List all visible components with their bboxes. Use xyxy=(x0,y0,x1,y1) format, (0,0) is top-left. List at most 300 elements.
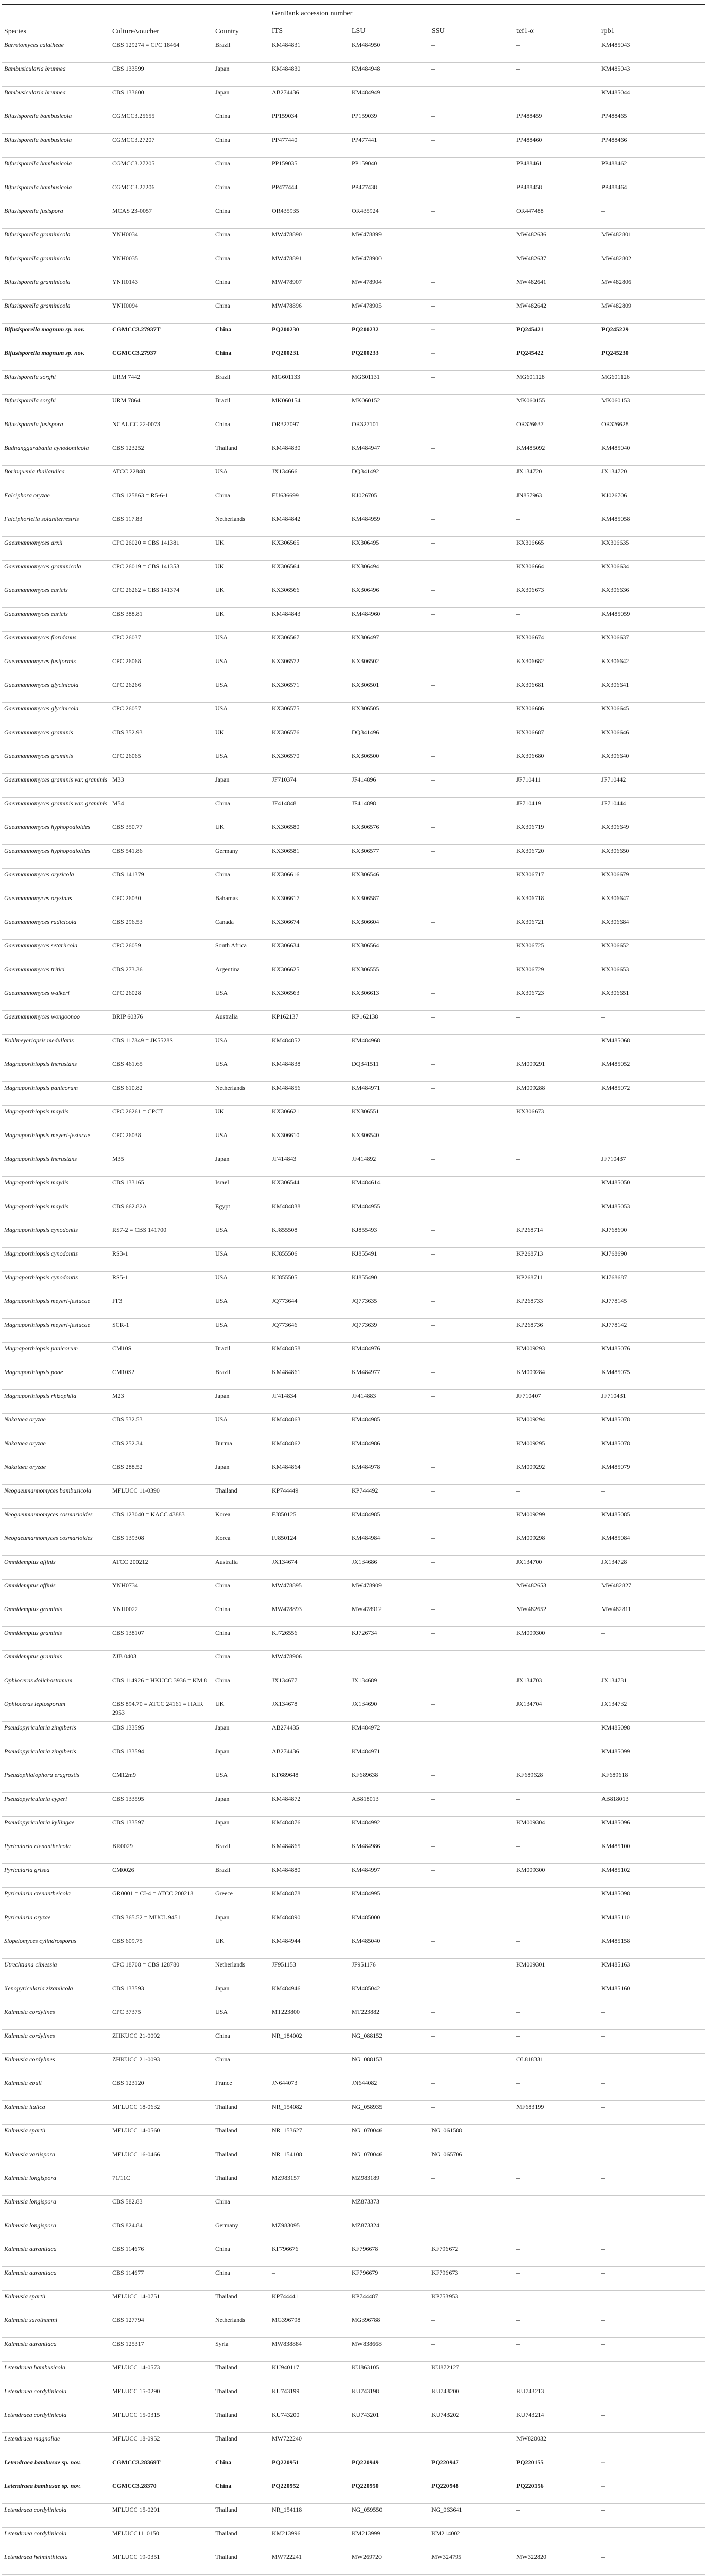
cell-tef: KX306674 xyxy=(514,632,599,655)
cell-tef: – xyxy=(514,1651,599,1674)
cell-tef: – xyxy=(514,2219,599,2243)
cell-its: MW478890 xyxy=(270,229,350,252)
cell-rpb1: – xyxy=(599,2314,705,2338)
cell-tef: KX306725 xyxy=(514,940,599,963)
cell-tef: OL818331 xyxy=(514,2054,599,2077)
cell-ssu: – xyxy=(429,371,514,395)
table-row xyxy=(2,2433,705,2456)
cell-species: Bifusisporella graminicola xyxy=(2,300,110,324)
cell-country: USA xyxy=(213,1248,270,1272)
cell-rpb1: KX306653 xyxy=(599,963,705,987)
cell-its: KX306625 xyxy=(270,963,350,987)
cell-lsu: PQ200233 xyxy=(350,347,429,371)
cell-species: Pseudopyricularia kyllingae xyxy=(2,1817,110,1840)
cell-country: Thailand xyxy=(213,2385,270,2409)
cell-ssu: – xyxy=(429,276,514,300)
cell-ssu: – xyxy=(429,395,514,418)
cell-rpb1: KX306640 xyxy=(599,750,705,774)
cell-rpb1: KM485098 xyxy=(599,1722,705,1745)
cell-ssu: – xyxy=(429,1366,514,1390)
cell-ssu: – xyxy=(429,869,514,892)
table-row xyxy=(2,2030,705,2054)
cell-ssu: – xyxy=(429,1935,514,1959)
cell-its: KM484872 xyxy=(270,1793,350,1817)
cell-culture-voucher: MFLUCC 18-0952 xyxy=(110,2433,213,2456)
cell-its: MW838884 xyxy=(270,2338,350,2362)
table-row xyxy=(2,1864,705,1888)
cell-species: Bifusisporella bambusicola xyxy=(2,110,110,134)
cell-species: Magnaporthiopsis maydis xyxy=(2,1177,110,1200)
table-row xyxy=(2,1224,705,1248)
cell-species: Bifusisporella magnum sp. nov. xyxy=(2,324,110,347)
cell-lsu: KM485040 xyxy=(350,1935,429,1959)
table-row xyxy=(2,2528,705,2551)
cell-country: China xyxy=(213,2243,270,2267)
cell-tef: MW482636 xyxy=(514,229,599,252)
cell-tef: – xyxy=(514,2148,599,2172)
cell-species: Letendraea bambusae sp. nov. xyxy=(2,2456,110,2480)
cell-lsu: NG_059550 xyxy=(350,2504,429,2528)
cell-its: KM484862 xyxy=(270,1437,350,1461)
cell-tef: KX306682 xyxy=(514,655,599,679)
cell-tef: KM009292 xyxy=(514,1461,599,1485)
table-row xyxy=(2,110,705,134)
cell-ssu: – xyxy=(429,134,514,158)
cell-ssu: – xyxy=(429,1840,514,1864)
cell-tef: – xyxy=(514,2267,599,2291)
cell-rpb1: – xyxy=(599,2101,705,2125)
cell-lsu: KU743201 xyxy=(350,2409,429,2433)
cell-tef: MW482637 xyxy=(514,252,599,276)
cell-ssu: – xyxy=(429,1153,514,1177)
cell-culture-voucher: CPC 26068 xyxy=(110,655,213,679)
cell-ssu: NG_065706 xyxy=(429,2148,514,2172)
cell-ssu: – xyxy=(429,347,514,371)
table-row xyxy=(2,2480,705,2504)
cell-lsu: NG_088153 xyxy=(350,2054,429,2077)
cell-country: Thailand xyxy=(213,2125,270,2148)
cell-rpb1: – xyxy=(599,1129,705,1153)
cell-country: Brazil xyxy=(213,1343,270,1366)
table-row xyxy=(2,1935,705,1959)
cell-its: KX306616 xyxy=(270,869,350,892)
table-row xyxy=(2,1556,705,1580)
cell-tef: KM485092 xyxy=(514,442,599,466)
cell-rpb1: KM485100 xyxy=(599,1840,705,1864)
cell-country: France xyxy=(213,2077,270,2101)
cell-ssu: – xyxy=(429,418,514,442)
cell-tef: JF710419 xyxy=(514,798,599,821)
cell-its: KM484838 xyxy=(270,1058,350,1082)
cell-culture-voucher: ATCC 200212 xyxy=(110,1556,213,1580)
cell-tef: – xyxy=(514,1153,599,1177)
cell-species: Pseudophialophora eragrostis xyxy=(2,1769,110,1793)
cell-lsu: JX134690 xyxy=(350,1698,429,1722)
cell-country: Greece xyxy=(213,1888,270,1911)
cell-ssu: – xyxy=(429,1319,514,1343)
cell-tef: KM009300 xyxy=(514,1627,599,1651)
table-row xyxy=(2,1698,705,1722)
cell-tef: OR326637 xyxy=(514,418,599,442)
cell-rpb1: KM485096 xyxy=(599,1817,705,1840)
header-rpb1: rpb1 xyxy=(599,21,705,39)
cell-lsu: OR435924 xyxy=(350,205,429,229)
cell-tef: – xyxy=(514,2504,599,2528)
cell-country: Korea xyxy=(213,1532,270,1556)
cell-rpb1: MW482806 xyxy=(599,276,705,300)
cell-lsu: JN644082 xyxy=(350,2077,429,2101)
cell-ssu: KF796673 xyxy=(429,2267,514,2291)
cell-ssu: – xyxy=(429,1485,514,1509)
table-row xyxy=(2,489,705,513)
cell-lsu: – xyxy=(350,2433,429,2456)
cell-its: MW478895 xyxy=(270,1580,350,1603)
table-row xyxy=(2,158,705,181)
cell-lsu: KP744487 xyxy=(350,2291,429,2314)
cell-ssu: – xyxy=(429,1864,514,1888)
cell-country: Argentina xyxy=(213,963,270,987)
cell-tef: KM009291 xyxy=(514,1058,599,1082)
cell-its: PQ220952 xyxy=(270,2480,350,2504)
header-its: ITS xyxy=(270,21,350,39)
cell-culture-voucher: CM0026 xyxy=(110,1864,213,1888)
cell-rpb1: KX306634 xyxy=(599,561,705,584)
cell-country: Syria xyxy=(213,2338,270,2362)
cell-country: Japan xyxy=(213,1390,270,1414)
cell-ssu: – xyxy=(429,252,514,276)
cell-ssu: – xyxy=(429,1674,514,1698)
cell-country: UK xyxy=(213,1698,270,1722)
cell-country: China xyxy=(213,205,270,229)
cell-culture-voucher: CBS 123040 = KACC 43883 xyxy=(110,1509,213,1532)
cell-its: PP477444 xyxy=(270,181,350,205)
table-row xyxy=(2,561,705,584)
cell-rpb1: – xyxy=(599,2480,705,2504)
cell-its: KM484830 xyxy=(270,442,350,466)
cell-its: KU940117 xyxy=(270,2362,350,2385)
cell-its: PP159034 xyxy=(270,110,350,134)
table-row xyxy=(2,1248,705,1272)
cell-its: MZ983157 xyxy=(270,2172,350,2196)
cell-tef: – xyxy=(514,1982,599,2006)
cell-lsu: MW478912 xyxy=(350,1603,429,1627)
cell-ssu: – xyxy=(429,1532,514,1556)
cell-lsu: KJ026705 xyxy=(350,489,429,513)
table-row xyxy=(2,963,705,987)
cell-ssu: KP753953 xyxy=(429,2291,514,2314)
cell-rpb1: JF710431 xyxy=(599,1390,705,1414)
cell-its: KF689648 xyxy=(270,1769,350,1793)
cell-culture-voucher: CBS 123252 xyxy=(110,442,213,466)
cell-country: USA xyxy=(213,750,270,774)
genbank-accession-table xyxy=(2,4,705,2576)
cell-tef: KP268736 xyxy=(514,1319,599,1343)
cell-culture-voucher: CBS 365.52 = MUCL 9451 xyxy=(110,1911,213,1935)
cell-culture-voucher: YNH0022 xyxy=(110,1603,213,1627)
cell-tef: KX306687 xyxy=(514,726,599,750)
table-row xyxy=(2,229,705,252)
table-row xyxy=(2,1106,705,1129)
cell-rpb1: KX306684 xyxy=(599,916,705,940)
cell-rpb1: KM485102 xyxy=(599,1864,705,1888)
cell-country: Thailand xyxy=(213,2433,270,2456)
cell-culture-voucher: CGMCC3.27207 xyxy=(110,134,213,158)
cell-species: Kalmusia variispora xyxy=(2,2148,110,2172)
cell-lsu: NG_088152 xyxy=(350,2030,429,2054)
cell-tef: OR447488 xyxy=(514,205,599,229)
cell-tef: KX306680 xyxy=(514,750,599,774)
table-row xyxy=(2,750,705,774)
cell-culture-voucher: CBS 123120 xyxy=(110,2077,213,2101)
cell-its: KM484843 xyxy=(270,608,350,632)
cell-species: Letendraea cordylinicola xyxy=(2,2528,110,2551)
cell-rpb1: KM485078 xyxy=(599,1414,705,1437)
cell-country: UK xyxy=(213,561,270,584)
cell-its: MW478906 xyxy=(270,1651,350,1674)
cell-ssu: – xyxy=(429,726,514,750)
cell-country: China xyxy=(213,110,270,134)
cell-rpb1: KM485160 xyxy=(599,1982,705,2006)
table-row xyxy=(2,2338,705,2362)
cell-species: Omnidemptus affinis xyxy=(2,1556,110,1580)
cell-culture-voucher: CBS 252.34 xyxy=(110,1437,213,1461)
table-row xyxy=(2,2504,705,2528)
cell-ssu: – xyxy=(429,703,514,726)
cell-its: KJ855506 xyxy=(270,1248,350,1272)
cell-lsu: KM484986 xyxy=(350,1840,429,1864)
cell-ssu: – xyxy=(429,158,514,181)
cell-its: – xyxy=(270,2054,350,2077)
cell-rpb1: – xyxy=(599,2006,705,2030)
cell-rpb1: – xyxy=(599,1011,705,1035)
cell-tef: – xyxy=(514,2528,599,2551)
table-row xyxy=(2,1272,705,1295)
table-row xyxy=(2,466,705,489)
cell-ssu: – xyxy=(429,2219,514,2243)
cell-tef: KX306673 xyxy=(514,1106,599,1129)
cell-rpb1: KJ778145 xyxy=(599,1295,705,1319)
cell-culture-voucher: RS3-1 xyxy=(110,1248,213,1272)
cell-rpb1: KM485059 xyxy=(599,608,705,632)
cell-rpb1: KM485078 xyxy=(599,1437,705,1461)
cell-country: Japan xyxy=(213,774,270,798)
cell-tef: – xyxy=(514,513,599,537)
cell-culture-voucher: CPC 26261 = CPCT xyxy=(110,1106,213,1129)
cell-species: Kalmusia aurantiaca xyxy=(2,2267,110,2291)
cell-country: South Africa xyxy=(213,940,270,963)
cell-its: KX306674 xyxy=(270,916,350,940)
cell-tef: – xyxy=(514,1035,599,1058)
cell-tef: KX306720 xyxy=(514,845,599,869)
cell-lsu: PQ220950 xyxy=(350,2480,429,2504)
cell-lsu: PP477438 xyxy=(350,181,429,205)
table-row xyxy=(2,1437,705,1461)
cell-tef: KX306664 xyxy=(514,561,599,584)
cell-its: MT223800 xyxy=(270,2006,350,2030)
cell-tef: PP488458 xyxy=(514,181,599,205)
table-row xyxy=(2,2314,705,2338)
cell-its: KX306563 xyxy=(270,987,350,1011)
cell-country: Australia xyxy=(213,1556,270,1580)
cell-its: MW722241 xyxy=(270,2551,350,2575)
cell-ssu: – xyxy=(429,963,514,987)
cell-ssu: PQ220947 xyxy=(429,2456,514,2480)
table-row xyxy=(2,63,705,87)
cell-culture-voucher: YNH0734 xyxy=(110,1580,213,1603)
cell-species: Bifusisporella bambusicola xyxy=(2,181,110,205)
cell-country: USA xyxy=(213,679,270,703)
cell-culture-voucher: CBS 461.65 xyxy=(110,1058,213,1082)
cell-its: AB274435 xyxy=(270,1722,350,1745)
cell-rpb1: – xyxy=(599,205,705,229)
cell-rpb1: KX306649 xyxy=(599,821,705,845)
cell-rpb1: PP488464 xyxy=(599,181,705,205)
cell-rpb1: – xyxy=(599,2030,705,2054)
cell-tef: MW322820 xyxy=(514,2551,599,2575)
cell-culture-voucher: CBS 352.93 xyxy=(110,726,213,750)
cell-lsu: KM484992 xyxy=(350,1817,429,1840)
cell-lsu: JX134689 xyxy=(350,1674,429,1698)
cell-ssu: – xyxy=(429,2338,514,2362)
cell-rpb1: – xyxy=(599,2362,705,2385)
cell-its: AB274436 xyxy=(270,87,350,110)
cell-rpb1: – xyxy=(599,2504,705,2528)
cell-tef: PQ220156 xyxy=(514,2480,599,2504)
cell-its: KX306575 xyxy=(270,703,350,726)
cell-rpb1: MK060153 xyxy=(599,395,705,418)
cell-lsu: MW269720 xyxy=(350,2551,429,2575)
cell-its: KX306565 xyxy=(270,537,350,561)
table-body xyxy=(2,39,705,2576)
cell-lsu: JF414896 xyxy=(350,774,429,798)
cell-culture-voucher: ATCC 22848 xyxy=(110,466,213,489)
cell-species: Gaeumannomyces glycinicola xyxy=(2,679,110,703)
cell-culture-voucher: CPC 26019 = CBS 141353 xyxy=(110,561,213,584)
cell-tef: KM009293 xyxy=(514,1343,599,1366)
cell-country: USA xyxy=(213,2006,270,2030)
cell-lsu: KX306604 xyxy=(350,916,429,940)
cell-lsu: KX306555 xyxy=(350,963,429,987)
cell-its: KX306571 xyxy=(270,679,350,703)
cell-rpb1: JX134720 xyxy=(599,466,705,489)
cell-rpb1: KX306636 xyxy=(599,584,705,608)
cell-its: KX306634 xyxy=(270,940,350,963)
cell-culture-voucher: CBS 541.86 xyxy=(110,845,213,869)
cell-lsu: KM484968 xyxy=(350,1035,429,1058)
cell-culture-voucher: M33 xyxy=(110,774,213,798)
cell-culture-voucher: BRIP 60376 xyxy=(110,1011,213,1035)
cell-culture-voucher: BR0029 xyxy=(110,1840,213,1864)
cell-ssu: – xyxy=(429,2077,514,2101)
cell-country: Japan xyxy=(213,1982,270,2006)
cell-culture-voucher: CBS 532.53 xyxy=(110,1414,213,1437)
cell-its: KM484864 xyxy=(270,1461,350,1485)
table-row xyxy=(2,300,705,324)
cell-its: MW722240 xyxy=(270,2433,350,2456)
cell-culture-voucher: CBS 125863 = R5-6-1 xyxy=(110,489,213,513)
cell-ssu: – xyxy=(429,1129,514,1153)
cell-tef: KX306721 xyxy=(514,916,599,940)
cell-country: UK xyxy=(213,726,270,750)
table-row xyxy=(2,2006,705,2030)
cell-rpb1: MW482802 xyxy=(599,252,705,276)
cell-lsu: DQ341496 xyxy=(350,726,429,750)
table-row xyxy=(2,798,705,821)
table-row xyxy=(2,845,705,869)
cell-culture-voucher: CBS 582.83 xyxy=(110,2196,213,2219)
cell-rpb1: JF710437 xyxy=(599,1153,705,1177)
cell-country: Thailand xyxy=(213,2551,270,2575)
cell-culture-voucher: CBS 138107 xyxy=(110,1627,213,1651)
cell-country: Thailand xyxy=(213,2148,270,2172)
cell-culture-voucher: CPC 26030 xyxy=(110,892,213,916)
cell-ssu: – xyxy=(429,1248,514,1272)
cell-rpb1: KM485053 xyxy=(599,1200,705,1224)
cell-species: Bifusisporella graminicola xyxy=(2,229,110,252)
cell-tef: JX134703 xyxy=(514,1674,599,1698)
cell-species: Nakataea oryzae xyxy=(2,1414,110,1437)
cell-lsu: JQ773639 xyxy=(350,1319,429,1343)
cell-ssu: – xyxy=(429,1793,514,1817)
cell-ssu: – xyxy=(429,466,514,489)
cell-lsu: KX306501 xyxy=(350,679,429,703)
cell-species: Letendraea magnoliae xyxy=(2,2433,110,2456)
cell-lsu: MZ983189 xyxy=(350,2172,429,2196)
cell-ssu: – xyxy=(429,2196,514,2219)
cell-ssu: – xyxy=(429,1058,514,1082)
cell-species: Bifusisporella magnum sp. nov. xyxy=(2,347,110,371)
cell-species: Gaeumannomyces graminicola xyxy=(2,561,110,584)
cell-its: KM484842 xyxy=(270,513,350,537)
cell-rpb1: KX306679 xyxy=(599,869,705,892)
cell-species: Gaeumannomyces arxii xyxy=(2,537,110,561)
cell-rpb1: – xyxy=(599,2267,705,2291)
cell-rpb1: KM485084 xyxy=(599,1532,705,1556)
cell-its: MK060154 xyxy=(270,395,350,418)
header-ssu: SSU xyxy=(429,21,514,39)
cell-tef: KF689628 xyxy=(514,1769,599,1793)
cell-country: Thailand xyxy=(213,2291,270,2314)
cell-rpb1: MW482809 xyxy=(599,300,705,324)
cell-lsu: PP477441 xyxy=(350,134,429,158)
cell-species: Gaeumannomyces radicicola xyxy=(2,916,110,940)
cell-lsu: KM484947 xyxy=(350,442,429,466)
cell-rpb1: – xyxy=(599,2551,705,2575)
cell-ssu: – xyxy=(429,892,514,916)
cell-rpb1: KM485158 xyxy=(599,1935,705,1959)
table-row xyxy=(2,1295,705,1319)
cell-rpb1: – xyxy=(599,1651,705,1674)
cell-country: Germany xyxy=(213,2219,270,2243)
cell-ssu: – xyxy=(429,774,514,798)
cell-country: UK xyxy=(213,537,270,561)
cell-species: Pyricularia ctenantheicola xyxy=(2,1888,110,1911)
cell-species: Bambusicularia brunnea xyxy=(2,63,110,87)
table-row xyxy=(2,1509,705,1532)
cell-tef: KP268711 xyxy=(514,1272,599,1295)
cell-species: Magnaporthiopsis cynodontis xyxy=(2,1248,110,1272)
table-row xyxy=(2,987,705,1011)
cell-rpb1: JF710442 xyxy=(599,774,705,798)
cell-ssu: – xyxy=(429,110,514,134)
cell-culture-voucher: YNH0034 xyxy=(110,229,213,252)
cell-culture-voucher: M23 xyxy=(110,1390,213,1414)
cell-country: USA xyxy=(213,466,270,489)
cell-lsu: – xyxy=(350,1651,429,1674)
cell-tef: PQ220155 xyxy=(514,2456,599,2480)
cell-country: USA xyxy=(213,632,270,655)
cell-species: Gaeumannomyces graminis var. graminis xyxy=(2,798,110,821)
